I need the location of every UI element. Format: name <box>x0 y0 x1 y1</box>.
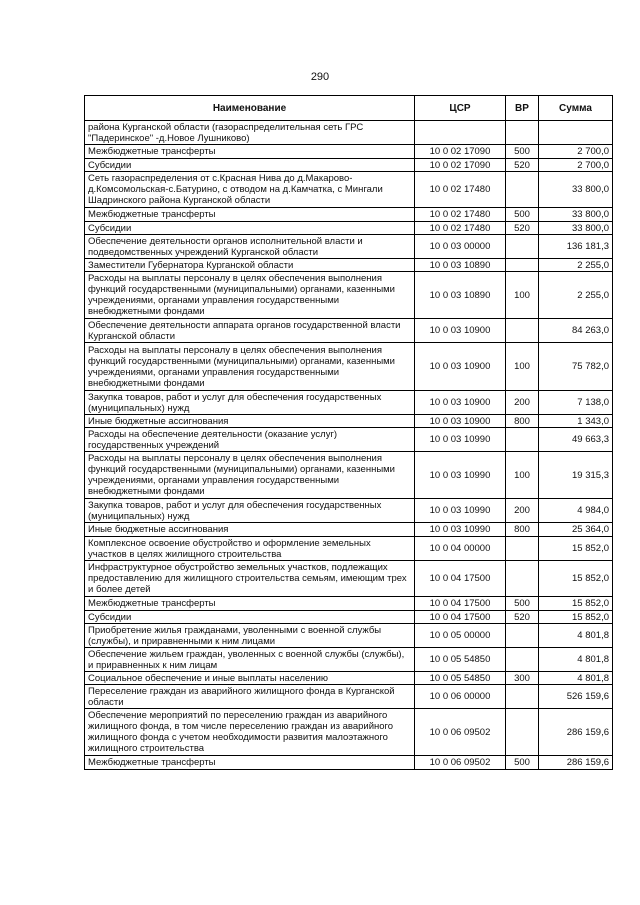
row-vr: 100 <box>506 343 539 391</box>
row-vr: 500 <box>506 145 539 159</box>
row-vr <box>506 709 539 756</box>
row-sum <box>539 121 613 145</box>
row-sum: 33 800,0 <box>539 222 613 235</box>
row-name: Закупка товаров, работ и услуг для обеспечения государственных (муниципальных) нужд <box>85 499 415 523</box>
row-sum: 136 181,3 <box>539 235 613 259</box>
row-vr: 300 <box>506 672 539 685</box>
row-vr <box>506 561 539 597</box>
row-csr: 10 0 02 17090 <box>415 159 506 172</box>
row-name: Иные бюджетные ассигнования <box>85 415 415 428</box>
row-sum: 19 315,3 <box>539 452 613 499</box>
row-name: Инфраструктурное обустройство земельных участков, подлежащих предоставлению для жилищного строительства семьям, имеющим трех и более детей <box>85 561 415 597</box>
row-csr: 10 0 03 10990 <box>415 499 506 523</box>
page-number: 290 <box>310 71 330 83</box>
row-sum: 4 801,8 <box>539 624 613 648</box>
row-name: Заместители Губернатора Курганской области <box>85 259 415 272</box>
row-csr: 10 0 06 00000 <box>415 685 506 709</box>
table-row <box>85 561 613 597</box>
row-vr <box>506 648 539 672</box>
row-sum: 15 852,0 <box>539 597 613 611</box>
row-name: Социальное обеспечение и иные выплаты населению <box>85 672 415 685</box>
row-name: Расходы на обеспечение деятельности (оказание услуг) государственных учреждений <box>85 428 415 452</box>
row-sum: 286 159,6 <box>539 709 613 756</box>
row-csr: 10 0 02 17480 <box>415 208 506 222</box>
row-csr: 10 0 02 17480 <box>415 222 506 235</box>
row-sum: 286 159,6 <box>539 756 613 770</box>
row-vr: 100 <box>506 272 539 319</box>
row-csr: 10 0 03 10900 <box>415 343 506 391</box>
row-sum: 84 263,0 <box>539 319 613 343</box>
row-sum: 75 782,0 <box>539 343 613 391</box>
row-csr: 10 0 03 00000 <box>415 235 506 259</box>
table-row <box>85 208 613 222</box>
row-name: Комплексное освоение обустройство и оформление земельных участков в целях жилищного строительства <box>85 537 415 561</box>
row-vr: 520 <box>506 222 539 235</box>
header-csr: ЦСР <box>415 96 506 121</box>
row-sum: 33 800,0 <box>539 208 613 222</box>
table-row <box>85 319 613 343</box>
table-row <box>85 672 613 685</box>
row-sum: 4 801,8 <box>539 648 613 672</box>
row-vr <box>506 428 539 452</box>
table-row <box>85 272 613 319</box>
table-row <box>85 121 613 145</box>
row-csr: 10 0 04 17500 <box>415 611 506 624</box>
row-sum: 4 984,0 <box>539 499 613 523</box>
row-csr: 10 0 04 17500 <box>415 561 506 597</box>
row-sum: 15 852,0 <box>539 537 613 561</box>
table-row <box>85 145 613 159</box>
row-name: Межбюджетные трансферты <box>85 597 415 611</box>
row-sum: 4 801,8 <box>539 672 613 685</box>
table-row <box>85 343 613 391</box>
row-name: Обеспечение жильем граждан, уволенных с военной службы (службы), и приравненных к ним лицам <box>85 648 415 672</box>
row-name: Обеспечение деятельности органов исполнительной власти и подведомственных учреждений Курганской области <box>85 235 415 259</box>
row-name: Субсидии <box>85 222 415 235</box>
table-row <box>85 415 613 428</box>
table-row <box>85 611 613 624</box>
row-sum: 2 700,0 <box>539 145 613 159</box>
table-row <box>85 685 613 709</box>
row-csr: 10 0 04 00000 <box>415 537 506 561</box>
row-name: Приобретение жилья гражданами, уволенными с военной службы (службы), и приравненными к ним лицами <box>85 624 415 648</box>
row-vr: 500 <box>506 597 539 611</box>
row-vr <box>506 624 539 648</box>
header-sum: Сумма <box>539 96 613 121</box>
row-csr: 10 0 03 10990 <box>415 428 506 452</box>
table-row <box>85 452 613 499</box>
row-csr: 10 0 03 10890 <box>415 272 506 319</box>
table-row <box>85 597 613 611</box>
row-sum: 33 800,0 <box>539 172 613 208</box>
row-name: Закупка товаров, работ и услуг для обеспечения государственных (муниципальных) нужд <box>85 391 415 415</box>
row-name: Межбюджетные трансферты <box>85 756 415 770</box>
row-vr <box>506 685 539 709</box>
header-vr: ВР <box>506 96 539 121</box>
table-header-row <box>85 96 613 121</box>
row-name: Межбюджетные трансферты <box>85 145 415 159</box>
row-vr <box>506 319 539 343</box>
table-row <box>85 428 613 452</box>
row-sum: 15 852,0 <box>539 561 613 597</box>
row-vr: 500 <box>506 208 539 222</box>
budget-table <box>84 95 613 770</box>
row-csr: 10 0 05 54850 <box>415 672 506 685</box>
row-sum: 49 663,3 <box>539 428 613 452</box>
row-sum: 526 159,6 <box>539 685 613 709</box>
row-vr: 200 <box>506 499 539 523</box>
row-csr: 10 0 03 10900 <box>415 319 506 343</box>
row-name: Расходы на выплаты персоналу в целях обеспечения выполнения функций государственными (муниципальными) органами, казенными учреждениями, органами управления государственными внебюджетными фондами <box>85 272 415 319</box>
row-vr <box>506 259 539 272</box>
table-row <box>85 523 613 537</box>
table-row <box>85 709 613 756</box>
row-name: Субсидии <box>85 611 415 624</box>
header-name: Наименование <box>85 96 415 121</box>
row-vr: 520 <box>506 611 539 624</box>
row-csr: 10 0 03 10890 <box>415 259 506 272</box>
row-csr: 10 0 02 17480 <box>415 172 506 208</box>
row-csr: 10 0 04 17500 <box>415 597 506 611</box>
row-name: Субсидии <box>85 159 415 172</box>
row-sum: 2 255,0 <box>539 259 613 272</box>
row-sum: 2 700,0 <box>539 159 613 172</box>
row-vr: 200 <box>506 391 539 415</box>
row-vr: 520 <box>506 159 539 172</box>
row-csr: 10 0 03 10990 <box>415 452 506 499</box>
row-vr: 800 <box>506 415 539 428</box>
table-row <box>85 259 613 272</box>
table-row <box>85 391 613 415</box>
row-sum: 1 343,0 <box>539 415 613 428</box>
row-vr <box>506 235 539 259</box>
table-row <box>85 624 613 648</box>
row-csr: 10 0 06 09502 <box>415 709 506 756</box>
table-row <box>85 159 613 172</box>
row-csr: 10 0 03 10900 <box>415 391 506 415</box>
row-name: Расходы на выплаты персоналу в целях обеспечения выполнения функций государственными (муниципальными) органами, казенными учреждениями, органами управления государственными внебюджетными фондами <box>85 452 415 499</box>
row-vr: 800 <box>506 523 539 537</box>
table-row <box>85 172 613 208</box>
row-name: Обеспечение деятельности аппарата органов государственной власти Курганской области <box>85 319 415 343</box>
row-vr <box>506 537 539 561</box>
table-row <box>85 235 613 259</box>
row-name: Переселение граждан из аварийного жилищного фонда в Курганской области <box>85 685 415 709</box>
row-vr <box>506 121 539 145</box>
row-sum: 2 255,0 <box>539 272 613 319</box>
row-sum: 25 364,0 <box>539 523 613 537</box>
row-name: Расходы на выплаты персоналу в целях обеспечения выполнения функций государственными (муниципальными) органами, казенными учреждениями, органами управления государственными внебюджетными фондами <box>85 343 415 391</box>
row-csr: 10 0 03 10900 <box>415 415 506 428</box>
row-csr: 10 0 02 17090 <box>415 145 506 159</box>
table-row <box>85 648 613 672</box>
table-row <box>85 756 613 770</box>
row-name: района Курганской области (газораспределительная сеть ГРС "Падеринское" -д.Новое Лушниково) <box>85 121 415 145</box>
row-csr: 10 0 05 54850 <box>415 648 506 672</box>
row-sum: 15 852,0 <box>539 611 613 624</box>
row-sum: 7 138,0 <box>539 391 613 415</box>
row-name: Обеспечение мероприятий по переселению граждан из аварийного жилищного фонда, в том числе переселению граждан из аварийного жилищного фонда с учетом необходимости развития малоэтажного жилищного строительства <box>85 709 415 756</box>
row-name: Сеть газораспределения от с.Красная Нива до д.Макарово-д.Комсомольская-с.Батурино, с отводом на д.Камчатка, с Мингали Шадринского района Курганской области <box>85 172 415 208</box>
table-row <box>85 222 613 235</box>
row-vr <box>506 172 539 208</box>
row-name: Межбюджетные трансферты <box>85 208 415 222</box>
row-csr: 10 0 03 10990 <box>415 523 506 537</box>
row-csr: 10 0 06 09502 <box>415 756 506 770</box>
row-vr: 100 <box>506 452 539 499</box>
table-row <box>85 537 613 561</box>
row-vr: 500 <box>506 756 539 770</box>
row-name: Иные бюджетные ассигнования <box>85 523 415 537</box>
row-csr: 10 0 05 00000 <box>415 624 506 648</box>
table-row <box>85 499 613 523</box>
row-csr <box>415 121 506 145</box>
